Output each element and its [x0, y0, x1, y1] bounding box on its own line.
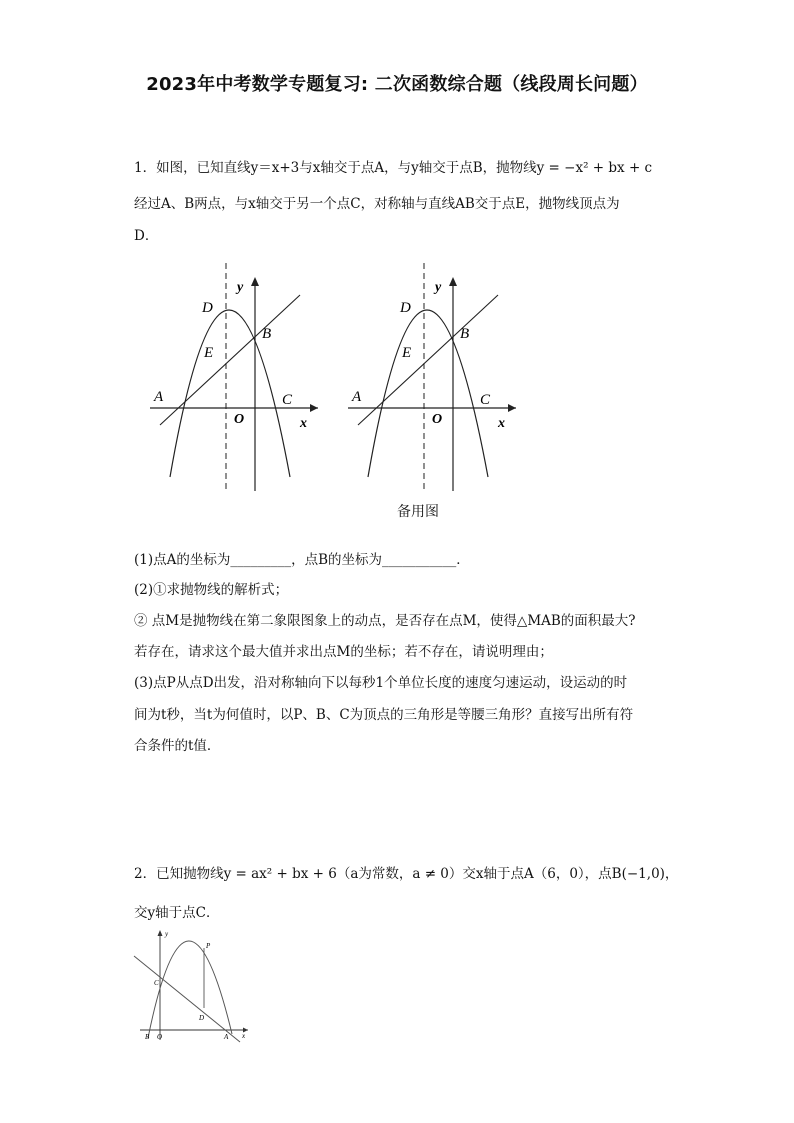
label-d: D — [202, 300, 213, 316]
q1-graph-spare — [348, 263, 516, 491]
parabola — [368, 310, 488, 477]
label-y: y — [435, 280, 442, 295]
parabola — [170, 310, 290, 477]
label-a: A — [154, 389, 164, 405]
label-e: E — [402, 345, 412, 361]
q1-figure — [140, 255, 530, 495]
q2-line-1: 2．已知抛物线y = ax² + bx + 6（a为常数，a ≠ 0）交x轴于点A（6，0），点B(−1,0)， — [134, 866, 679, 882]
q2-figure — [132, 926, 252, 1044]
q1-part-2: (2)①求抛物线的解析式； — [134, 582, 289, 598]
q1-line-1: 1．如图，已知直线y＝x+3与x轴交于点A，与y轴交于点B，抛物线y = −x² + bx + c — [134, 160, 653, 176]
label-a: A — [224, 1033, 229, 1041]
y-axis-arrow-icon — [251, 277, 259, 286]
parabola — [148, 941, 232, 1038]
q1-graph-main — [150, 263, 318, 491]
q1-part-3b: 间为t秒，当t为何值时，以P、B、C为顶点的三角形是等腰三角形？直接写出所有符 — [134, 707, 634, 723]
q1-part-3a: (3)点P从点D出发，沿对称轴向下以每秒1个单位长度的速度匀速运动，设运动的时 — [134, 675, 628, 691]
line-ab — [358, 295, 498, 425]
label-x: x — [498, 416, 505, 431]
figure-caption: 备用图 — [397, 504, 439, 520]
q1-part-1: (1)点A的坐标为_________，点B的坐标为___________． — [134, 552, 470, 568]
label-d: D — [199, 1014, 205, 1022]
q1-part-3c: 合条件的t值． — [134, 738, 221, 754]
label-a: A — [352, 389, 362, 405]
label-y: y — [165, 930, 169, 938]
label-o: O — [157, 1033, 163, 1041]
label-x: x — [242, 1032, 246, 1040]
y-axis-arrow-icon — [158, 930, 163, 936]
label-c: C — [282, 392, 293, 408]
q1-line-3: D． — [134, 228, 159, 244]
x-axis-arrow-icon — [508, 404, 516, 412]
label-e: E — [204, 345, 214, 361]
q1-part-2b: ② 点M是抛物线在第二象限图象上的动点，是否存在点M，使得△MAB的面积最大? — [134, 613, 636, 629]
label-b: B — [460, 326, 470, 342]
q1-part-2c: 若存在，请求这个最大值并求出点M的坐标；若不存在，请说明理由； — [134, 644, 553, 660]
q1-line-2: 经过A、B两点，与x轴交于另一个点C，对称轴与直线AB交于点E，抛物线顶点为 — [134, 196, 620, 212]
line-ab — [160, 295, 300, 425]
label-b: B — [145, 1033, 150, 1041]
label-d: D — [400, 300, 411, 316]
page-title: 2023年中考数学专题复习: 二次函数综合题（线段周长问题） — [146, 74, 648, 95]
label-b: B — [262, 326, 272, 342]
label-o: O — [234, 412, 245, 427]
x-axis-arrow-icon — [310, 404, 318, 412]
label-p: P — [206, 942, 211, 950]
label-o: O — [432, 412, 443, 427]
label-x: x — [300, 416, 307, 431]
q2-line-2: 交y轴于点C． — [134, 905, 220, 921]
label-y: y — [237, 280, 244, 295]
label-c: C — [480, 392, 491, 408]
label-c: C — [154, 979, 159, 987]
y-axis-arrow-icon — [449, 277, 457, 286]
